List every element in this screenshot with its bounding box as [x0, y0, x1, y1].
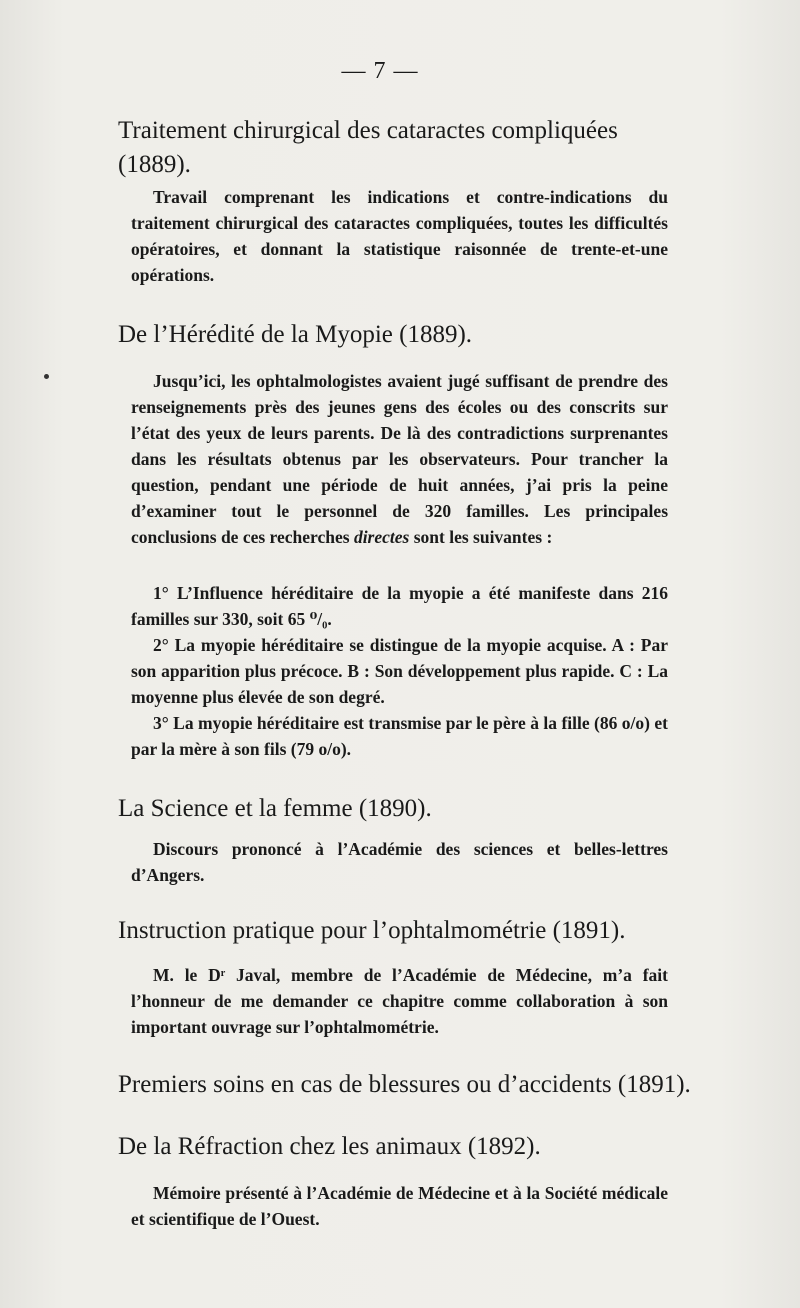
section-title-cataractes: Traitement chirurgical des cataractes compliquées (1889).	[118, 117, 618, 178]
myopie-conclusion-3: 3° La myopie héréditaire est transmise par le père à la fille (86 o/o) et par la mère à son fils (79 o/o).	[131, 713, 668, 759]
section-title-science-femme: La Science et la femme (1890).	[118, 795, 432, 822]
margin-dot	[44, 374, 49, 379]
section-title-myopie: De l’Hérédité de la Myopie (1889).	[118, 321, 473, 348]
page-number: — 7 —	[341, 58, 419, 84]
myopie-conclusion-1: 1° L’Influence héréditaire de la myopie a été manifeste dans 216 familles sur 330, soit 65 ⁰/₀.	[131, 583, 668, 629]
section-body-ophtalmometrie: M. le Dʳ Javal, membre de l’Académie de Médecine, m’a fait l’honneur de me demander ce chapitre comme collaboration à son important ouvrage sur l’ophtalmométrie.	[131, 965, 668, 1037]
section-body-refraction: Mémoire présenté à l’Académie de Médecine et à la Société médicale et scientifique de l’Ouest.	[131, 1183, 668, 1229]
myopie-italic-word: directes	[353, 527, 410, 547]
myopie-conclusion-2: 2° La myopie héréditaire se distingue de la myopie acquise. A : Par son apparition plus précoce. B : Son développement plus rapide. C : La moyenne plus élevée de son degré.	[131, 635, 668, 707]
section-title-ophtalmometrie: Instruction pratique pour l’ophtalmométrie (1891).	[118, 917, 626, 944]
section-title-refraction: De la Réfraction chez les animaux (1892).	[118, 1133, 541, 1160]
section-body-science-femme: Discours prononcé à l’Académie des sciences et belles-lettres d’Angers.	[131, 839, 668, 885]
myopie-intro-end: sont les suivantes :	[409, 527, 553, 547]
section-title-premiers-soins: Premiers soins en cas de blessures ou d’accidents (1891).	[118, 1071, 691, 1098]
section-body-myopie	[131, 368, 668, 550]
section-body-cataractes: Travail comprenant les indications et contre-indications du traitement chirurgical des cataractes compliquées, toutes les difficultés opératoires, et donnant la statistique raisonnée de trente-et-une opérations.	[131, 187, 668, 285]
myopie-intro-text: Jusqu’ici, les ophtalmologistes avaient jugé suffisant de prendre des renseignements près des jeunes gens des écoles ou des conscrits sur l’état des yeux de leurs parents. De là des contradictions surprenantes dans les résultats obtenus par les observateurs. Pour trancher la question, pendant une période de huit années, j’ai pris la peine d’examiner tout le personnel de 320 familles. Les principales conclusions de ces recherches	[131, 371, 668, 547]
